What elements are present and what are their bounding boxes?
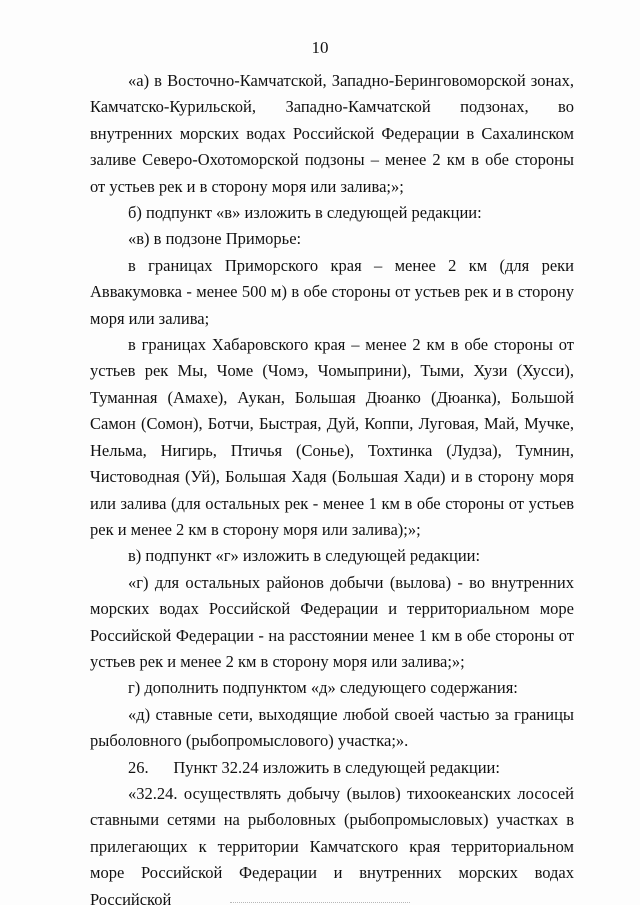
paragraph-subitem-g-instruction: г) дополнить подпунктом «д» следующего содержания: [128,678,518,698]
paragraph-subitem-v-instruction: в) подпункт «г» изложить в следующей редакции: [128,546,481,566]
paragraph-primorye-heading: «в) в подзоне Приморье: [128,229,302,249]
paragraph-item-32-24: «32.24. осуществлять добычу (вылов) тихоокеанских лососей ставными сетями на рыболовных (рыбопромысловых) участках в прилегающих к территории Камчатского края территориальном море Российской Федерации и внутренних морских водах Российской [90,783,574,909]
paragraph-subitem-g-text: «г) для остальных районов добычи (вылова) - во внутренних морских водах Российской Федерации и территориальном море Российской Федерации - на расстоянии менее 1 км в обе стороны от устьев рек и менее 2 км в сторону моря или залива;»; [90,572,574,671]
paragraph-item-26: 26. Пункт 32.24 изложить в следующей редакции: [128,757,500,777]
scan-artifact-line [230,902,410,903]
paragraph-subitem-a-text: «а) в Восточно-Камчатской, Западно-Беринговоморской зонах, Камчатско-Курильской, Западно-Камчатской подзонах, во внутренних морских водах Российской Федерации в Сахалинском заливе Северо-Охотоморской подзоны – менее 2 км в обе стороны от устьев рек и в сторону моря или залива;»; [90,71,574,196]
paragraph-subitem-d-text: «д) ставные сети, выходящие любой своей частью за границы рыболовного (рыбопромыслового) участка;». [90,704,574,751]
paragraph-primorsky-krai: в границах Приморского края – менее 2 км (для реки Аввакумовка - менее 500 м) в обе стороны от устьев рек и в сторону моря или залива; [90,255,574,328]
page-number: 10 [311,38,329,57]
paragraph-subitem-b-instruction: б) подпункт «в» изложить в следующей редакции: [128,203,482,223]
document-body [90,68,574,913]
paragraph-khabarovsk-krai: в границах Хабаровского края – менее 2 км в обе стороны от устьев рек Мы, Чоме (Чомэ, Чомыприни), Тыми, Хузи (Хусси), Туманная (Амахе), Аукан, Большая Дюанко (Дюанка), Большой Самон (Сомон), Ботчи, Быстрая, Дуй, Коппи, Луговая, Май, Мучке, Нельма, Нигирь, Птичья (Сонье), Тохтинка (Лудза), Тумнин, Чистоводная (Уй), Большая Хадя (Большая Хади) и в сторону моря или залива (для остальных рек - менее 1 км в обе стороны от устьев рек и менее 2 км в сторону моря или залива);»; [90,335,574,539]
